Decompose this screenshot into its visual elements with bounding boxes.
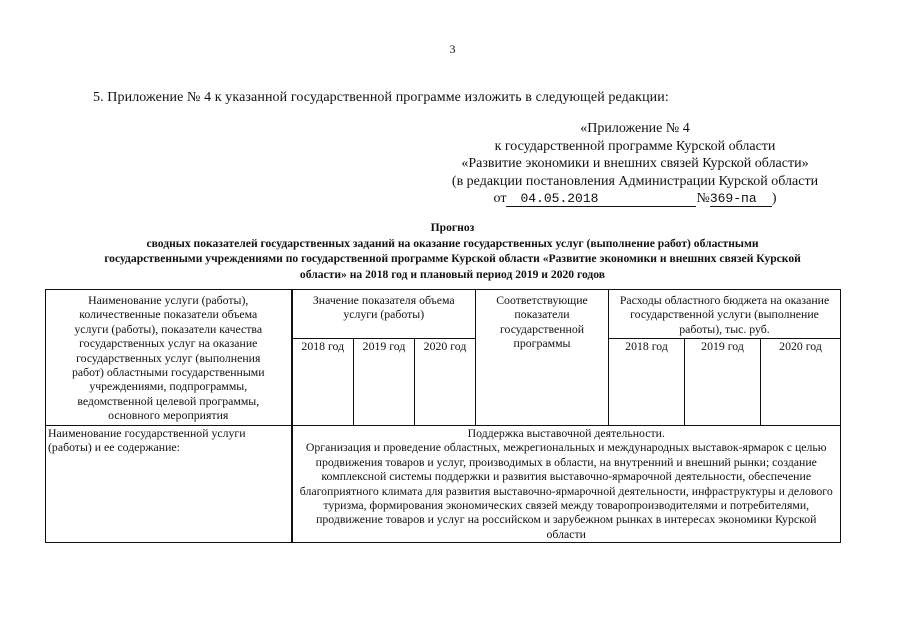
- number-field: [710, 192, 772, 207]
- service-row-label: Наименование государственной услуги (работы) и ее содержание:: [46, 426, 292, 543]
- page-number: 3: [449, 42, 456, 56]
- year-2018-expense: 2018 год: [609, 339, 685, 426]
- service-description: Организация и проведение областных, межрегиональных и международных выставок-ярмарок с целью продвижения товаров и услуг, производимых в области, на внутренний и внешний рынки; создание комплексной системы поддержки и развития выставочно-ярмарочной деятельности, обеспечение благоприятного климата для развития выставочно-ярмарочной деятельности, инфраструктуры и делового туризма, формирования экономических связей между товаропроизводителями и потребителями, продвижение товаров и услуг на российском и зарубежном рынках в интересах экономики Курской области: [299, 440, 833, 541]
- appendix-line: (в редакции постановления Администрации Курской области: [451, 173, 819, 189]
- indicators-table: [45, 289, 841, 543]
- service-title: Поддержка выставочной деятельности.: [467, 426, 665, 440]
- col-header-programs: Соответствующие показатели государственной программы: [476, 290, 609, 426]
- service-row: [46, 426, 841, 543]
- forecast-line: сводных показателей государственных заданий на оказание государственных услуг (выполнение работ) областными: [146, 236, 759, 250]
- appendix-date-line: [420, 190, 850, 208]
- header-row: [46, 290, 841, 339]
- appendix-header: [420, 120, 850, 208]
- appendix-line: «Приложение № 4: [580, 121, 690, 136]
- date-field: [506, 192, 696, 207]
- appendix-line: к государственной программе Курской области: [494, 138, 776, 154]
- year-2020-value: 2020 год: [415, 339, 476, 426]
- year-2019-value: 2019 год: [354, 339, 415, 426]
- closing-paren: ): [771, 191, 777, 206]
- date-prefix: от: [493, 191, 507, 206]
- number-value: 369-па: [709, 191, 757, 206]
- appendix-line: «Развитие экономики и внешних связей Курской области»: [461, 156, 809, 171]
- year-2020-expense: 2020 год: [761, 339, 841, 426]
- forecast-line: государственными учреждениями по государственной программе Курской области «Развитие экономики и внешних связей Курской: [104, 252, 801, 265]
- col-header-expenses: Расходы областного бюджета на оказание государственной услуги (выполнение работы), тыс. руб.: [609, 290, 841, 339]
- date-value: 04.05.2018: [520, 191, 599, 206]
- number-prefix: №: [696, 191, 710, 206]
- forecast-title: Прогноз: [430, 221, 475, 234]
- forecast-line: области» на 2018 год и плановый период 2019 и 2020 годов: [299, 267, 606, 281]
- year-2018-value: 2018 год: [292, 339, 354, 426]
- amendment-paragraph: 5. Приложение № 4 к указанной государственной программе изложить в следующей редакции:: [93, 90, 669, 105]
- year-2019-expense: 2019 год: [685, 339, 761, 426]
- forecast-heading: [30, 220, 875, 282]
- col-header-value: Значение показателя объема услуги (работы): [292, 290, 476, 339]
- service-content: [292, 426, 841, 543]
- col-header-name: Наименование услуги (работы), количественные показатели объема услуги (работы), показатели качества государственных услуг на оказание государственных услуг (выполнения работ) областными государственными учреждениями, подпрограммы, ведомственной целевой программы, основного мероприятия: [46, 290, 292, 426]
